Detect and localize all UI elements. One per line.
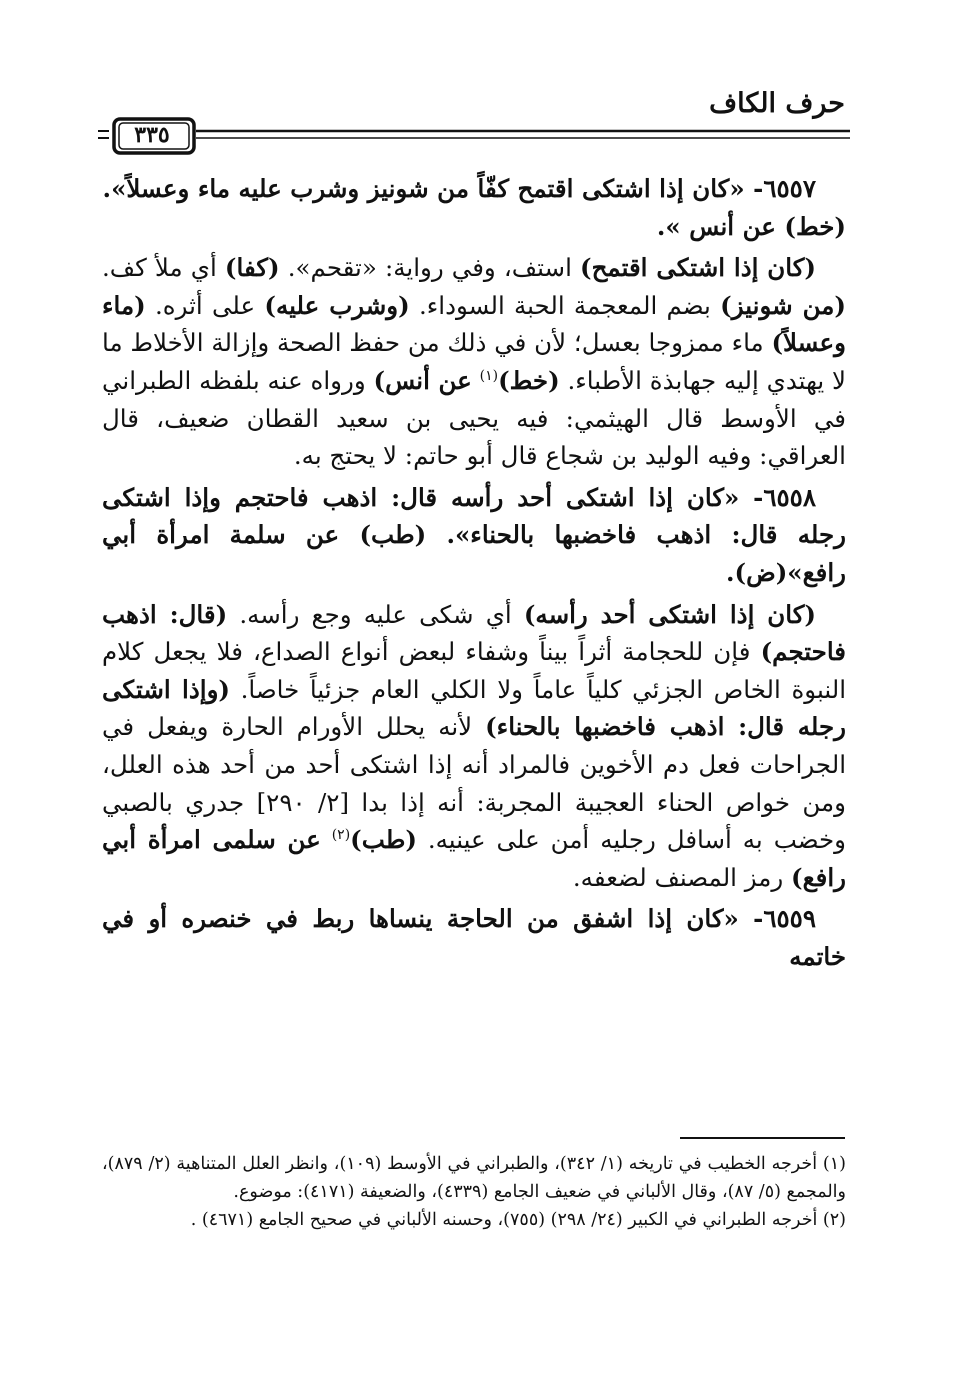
hadith-text: «كان إذا اشتكى اقتمح كفّاً من شونيز وشرب عليه ماء وعسلاً». (102, 174, 745, 203)
commentary: (كان إذا اشتكى اقتمح) استف، وفي رواية: «تقحم». (كفا) أي ملأ كف. (من شونيز) بضم المعجمة الحبة السوداء. (وشرب عليه) على أثره. (ماء وعسلاً) ماء ممزوجا بعسل؛ لأن في ذلك من حفظ الصحة وإزالة الأخلاط ما لا يهتدي إليه جهابذة الأطباء. (خط)$^{(١)}$ عن أنس) ورواه عنه بلفظه الطبراني في الأوسط قال الهيثمي: فيه يحيى بن سعيد القطان ضعيف، قال العراقي: وفيه الوليد بن شجاع قال أبو حاتم: لا يحتج به. (102, 253, 846, 471)
hadith-source: (خط) عن أنس ». (656, 211, 846, 241)
entry-number: ٦٥٥٩ (763, 904, 816, 934)
chapter-title: حرف الكاف (709, 88, 845, 119)
hadith-entry: ٦٥٥٩- «كان إذا اشفق من الحاجة ينساها ربط في خنصره أو في خاتمه (102, 904, 846, 971)
entry-number: ٦٥٥٧ (763, 174, 816, 203)
hadith-source: (طب) عن سلمة امرأة أبي رافع»(ض). (102, 520, 846, 587)
hadith-text: «كان إذا اشفق من الحاجة ينساها ربط في خنصره أو في خاتمه (102, 904, 846, 971)
hadith-text: «كان إذا اشتكى أحد رأسه قال: اذهب فاحتجم وإذا اشتكى رجله قال: اذهب فاخضبها بالحناء». (102, 482, 847, 550)
footnote-ref[interactable]: (١) (479, 367, 499, 384)
footnote: (٢) أخرجه الطبراني في الكبير (٢٤/ ٢٩٨) (٧٥٥)، وحسنه الألباني في صحيح الجامع (٤٦٧١) . (190, 1210, 846, 1230)
footnotes (102, 1150, 846, 1234)
header-rule (98, 112, 850, 160)
page-number: ٣٣٥ (134, 122, 170, 148)
entry-number: ٦٥٥٨ (763, 482, 816, 512)
hadith-entry: ٦٥٥٨- «كان إذا اشتكى أحد رأسه قال: اذهب فاحتجم وإذا اشتكى رجله قال: اذهب فاخضبها بالحناء». (طب) عن سلمة امرأة أبي رافع»(ض). (102, 482, 847, 587)
hadith-entry: ٦٥٥٧- «كان إذا اشتكى اقتمح كفّاً من شونيز وشرب عليه ماء وعسلاً». (خط) عن أنس ». (102, 174, 846, 241)
main-text (102, 170, 846, 975)
commentary: (كان إذا اشتكى أحد رأسه) أي شكى عليه وجع رأسه. (قال: اذهب فاحتجم) فإن للحجامة أثراً بيناً وشفاء لبعض أنواع الصداع، فلا يجعل كلام النبوة الخاص الجزئي كلياً عاماً ولا الكلي العام جزئياً خاصاً. (وإذا اشتكى رجله قال: اذهب فاخضبها بالحناء) لأنه يحلل الأورام الحارة ويفعل في الجراحات فعل دم الأخوين فالمراد أنه إذا اشتكى أحد من أحد هذه العلل، ومن خواص الحناء العجيبة المجربة: أنه إذا بدا [٢/ ٢٩٠] جدري بالصبي وخضب به أسافل رجليه أمن على عينيه. (طب)$^{(٢)}$ عن سلمى امرأة أبي رافع) رمز المصنف لضعفه. (102, 599, 847, 892)
footnote-divider (680, 1137, 845, 1139)
footnote-ref[interactable]: (٢) (331, 826, 351, 843)
footnote: (١) أخرجه الخطيب في تاريخه (١/ ٣٤٢)، والطبراني في الأوسط (١٠٩)، وانظر العلل المتناهية (٢/ ٨٧٩)، والمجمع (٥/ ٨٧)، وقال الألباني في ضعيف الجامع (٤٣٣٩)، والضعيفة (٤١٧١): موضوع. (102, 1154, 846, 1202)
